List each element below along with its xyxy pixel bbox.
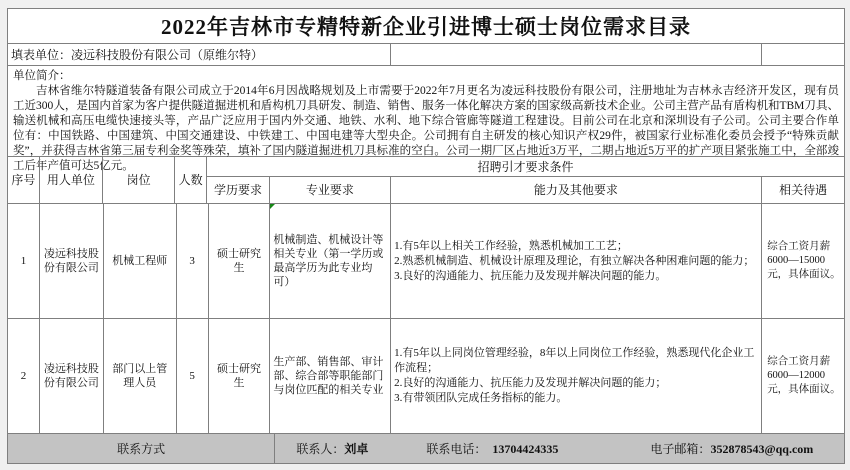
table-row	[8, 318, 844, 433]
ability-line: 1.有5年以上同岗位管理经验，8年以上同岗位工作经验，熟悉现代化企业工作流程；	[394, 347, 755, 374]
seq-cell: 1	[20, 255, 27, 267]
ability-line: 2.良好的沟通能力、抗压能力及发现并解决问题的能力；	[394, 377, 667, 389]
contact-phone-value: 13704424335	[492, 441, 559, 456]
company-intro-label: 单位简介：	[13, 70, 71, 82]
col-header-count: 人数	[174, 157, 206, 203]
employer-cell: 凌远科技股份有限公司	[39, 319, 103, 433]
requirements-header-group	[206, 157, 844, 203]
col-header-requirements-group: 招聘引才要求条件	[207, 157, 844, 177]
col-header-employer: 用人单位	[39, 157, 102, 203]
col-header-salary: 相关待遇	[761, 177, 844, 203]
education-cell: 硕士研究生	[208, 204, 270, 318]
headcount-cell: 5	[176, 319, 208, 433]
contact-email-label: 电子邮箱：	[650, 441, 711, 456]
ability-cell	[390, 204, 761, 318]
contact-label-cell: 联系方式	[117, 441, 166, 456]
major-cell	[269, 204, 390, 318]
table-header-row	[8, 156, 844, 203]
col-header-education: 学历要求	[213, 183, 262, 197]
form-unit-row	[8, 43, 844, 65]
ability-line: 3.有带领团队完成任务指标的能力。	[394, 392, 568, 404]
contact-person-label: 联系人：	[296, 441, 345, 456]
cell-error-marker-icon	[270, 204, 275, 209]
form-unit-empty-cell-2	[761, 44, 844, 65]
contact-person	[296, 442, 368, 456]
salary-cell: 综合工资月薪6000—12000元，具体面议。	[761, 319, 844, 433]
contact-email-value: 352878543@qq.com	[710, 441, 814, 456]
ability-line: 3.良好的沟通能力、抗压能力及发现并解决问题的能力。	[394, 269, 667, 282]
form-unit-cell: 填表单位：凌远科技股份有限公司（原维尔特）	[11, 47, 264, 62]
major-text: 生产部、销售部、审计部、综合部等职能部门与岗位匹配的相关专业	[273, 356, 384, 396]
contact-person-value: 刘卓	[344, 441, 369, 456]
col-header-seq: 序号	[11, 173, 36, 187]
seq-cell: 2	[20, 370, 27, 382]
major-cell	[269, 319, 390, 433]
headcount-cell: 3	[176, 204, 208, 318]
contact-email	[650, 442, 813, 456]
page-title: 2022年吉林市专精特新企业引进博士硕士岗位需求目录	[161, 15, 691, 39]
ability-line: 2.熟悉机械制造、机械设计原理及理论，有独立解决各种困难问题的能力；	[394, 254, 755, 267]
contact-phone-label: 联系电话：	[426, 441, 487, 456]
position-cell: 部门以上管理人员	[103, 319, 176, 433]
requirements-table	[7, 8, 845, 464]
ability-cell	[390, 319, 761, 433]
company-intro-text: 吉林省维尔特隧道装备有限公司成立于2014年6月因战略规划及上市需要于2022年7月更名为凌远科技股份有限公司，注册地址为吉林永吉经济开发区，现有员工近300人，是国内首家为客户提供隧道掘进机和盾构机刀具研发、制造、销售、服务一体化解决方案的国家级高新技术企业。公司主营产品有盾构机和TBM刀具、输送机械和高压电缆快速接头等，产品广泛应用于国内外交通、地铁、水利、地下综合管廊等隧道工程建设。目前公司在北京和深圳设有子公司。公司主要合作单位有：中国铁路、中国建筑、中国交通建设、中铁建工、中国电建等大型央企。公司拥有自主研发的核心知识产权29件，被国家行业标准化委员会授予“特殊贡献奖”，并获得吉林省第三届专利金奖等殊荣，填补了国内隧道掘进机刀具标准的空白。公司一期厂区占地近3万平，二期占地近5万平的扩产项目紧张施工中，全部竣工后年产值可达5亿元。	[13, 85, 839, 172]
form-unit-empty-cell-1	[390, 44, 761, 65]
contact-row	[8, 433, 844, 463]
ability-list	[394, 239, 758, 284]
position-cell: 机械工程师	[103, 204, 176, 318]
ability-line: 1.有5年以上相关工作经验，熟悉机械加工工艺；	[394, 239, 628, 252]
col-header-major: 专业要求	[269, 177, 390, 203]
education-cell: 硕士研究生	[208, 319, 270, 433]
employer-cell: 凌远科技股份有限公司	[39, 204, 103, 318]
col-header-position: 岗位	[102, 157, 174, 203]
table-row	[8, 203, 844, 318]
salary-cell: 综合工资月薪6000—15000元，具体面议。	[761, 204, 844, 318]
requirements-subheader-row	[207, 177, 844, 203]
col-header-ability: 能力及其他要求	[390, 177, 761, 203]
title-row	[8, 9, 844, 43]
major-text: 机械制造、机械设计等相关专业（第一学历或最高学历为此专业均可）	[273, 234, 384, 288]
contact-body-cell	[274, 434, 844, 463]
ability-list	[394, 346, 758, 406]
contact-phone	[426, 442, 558, 456]
